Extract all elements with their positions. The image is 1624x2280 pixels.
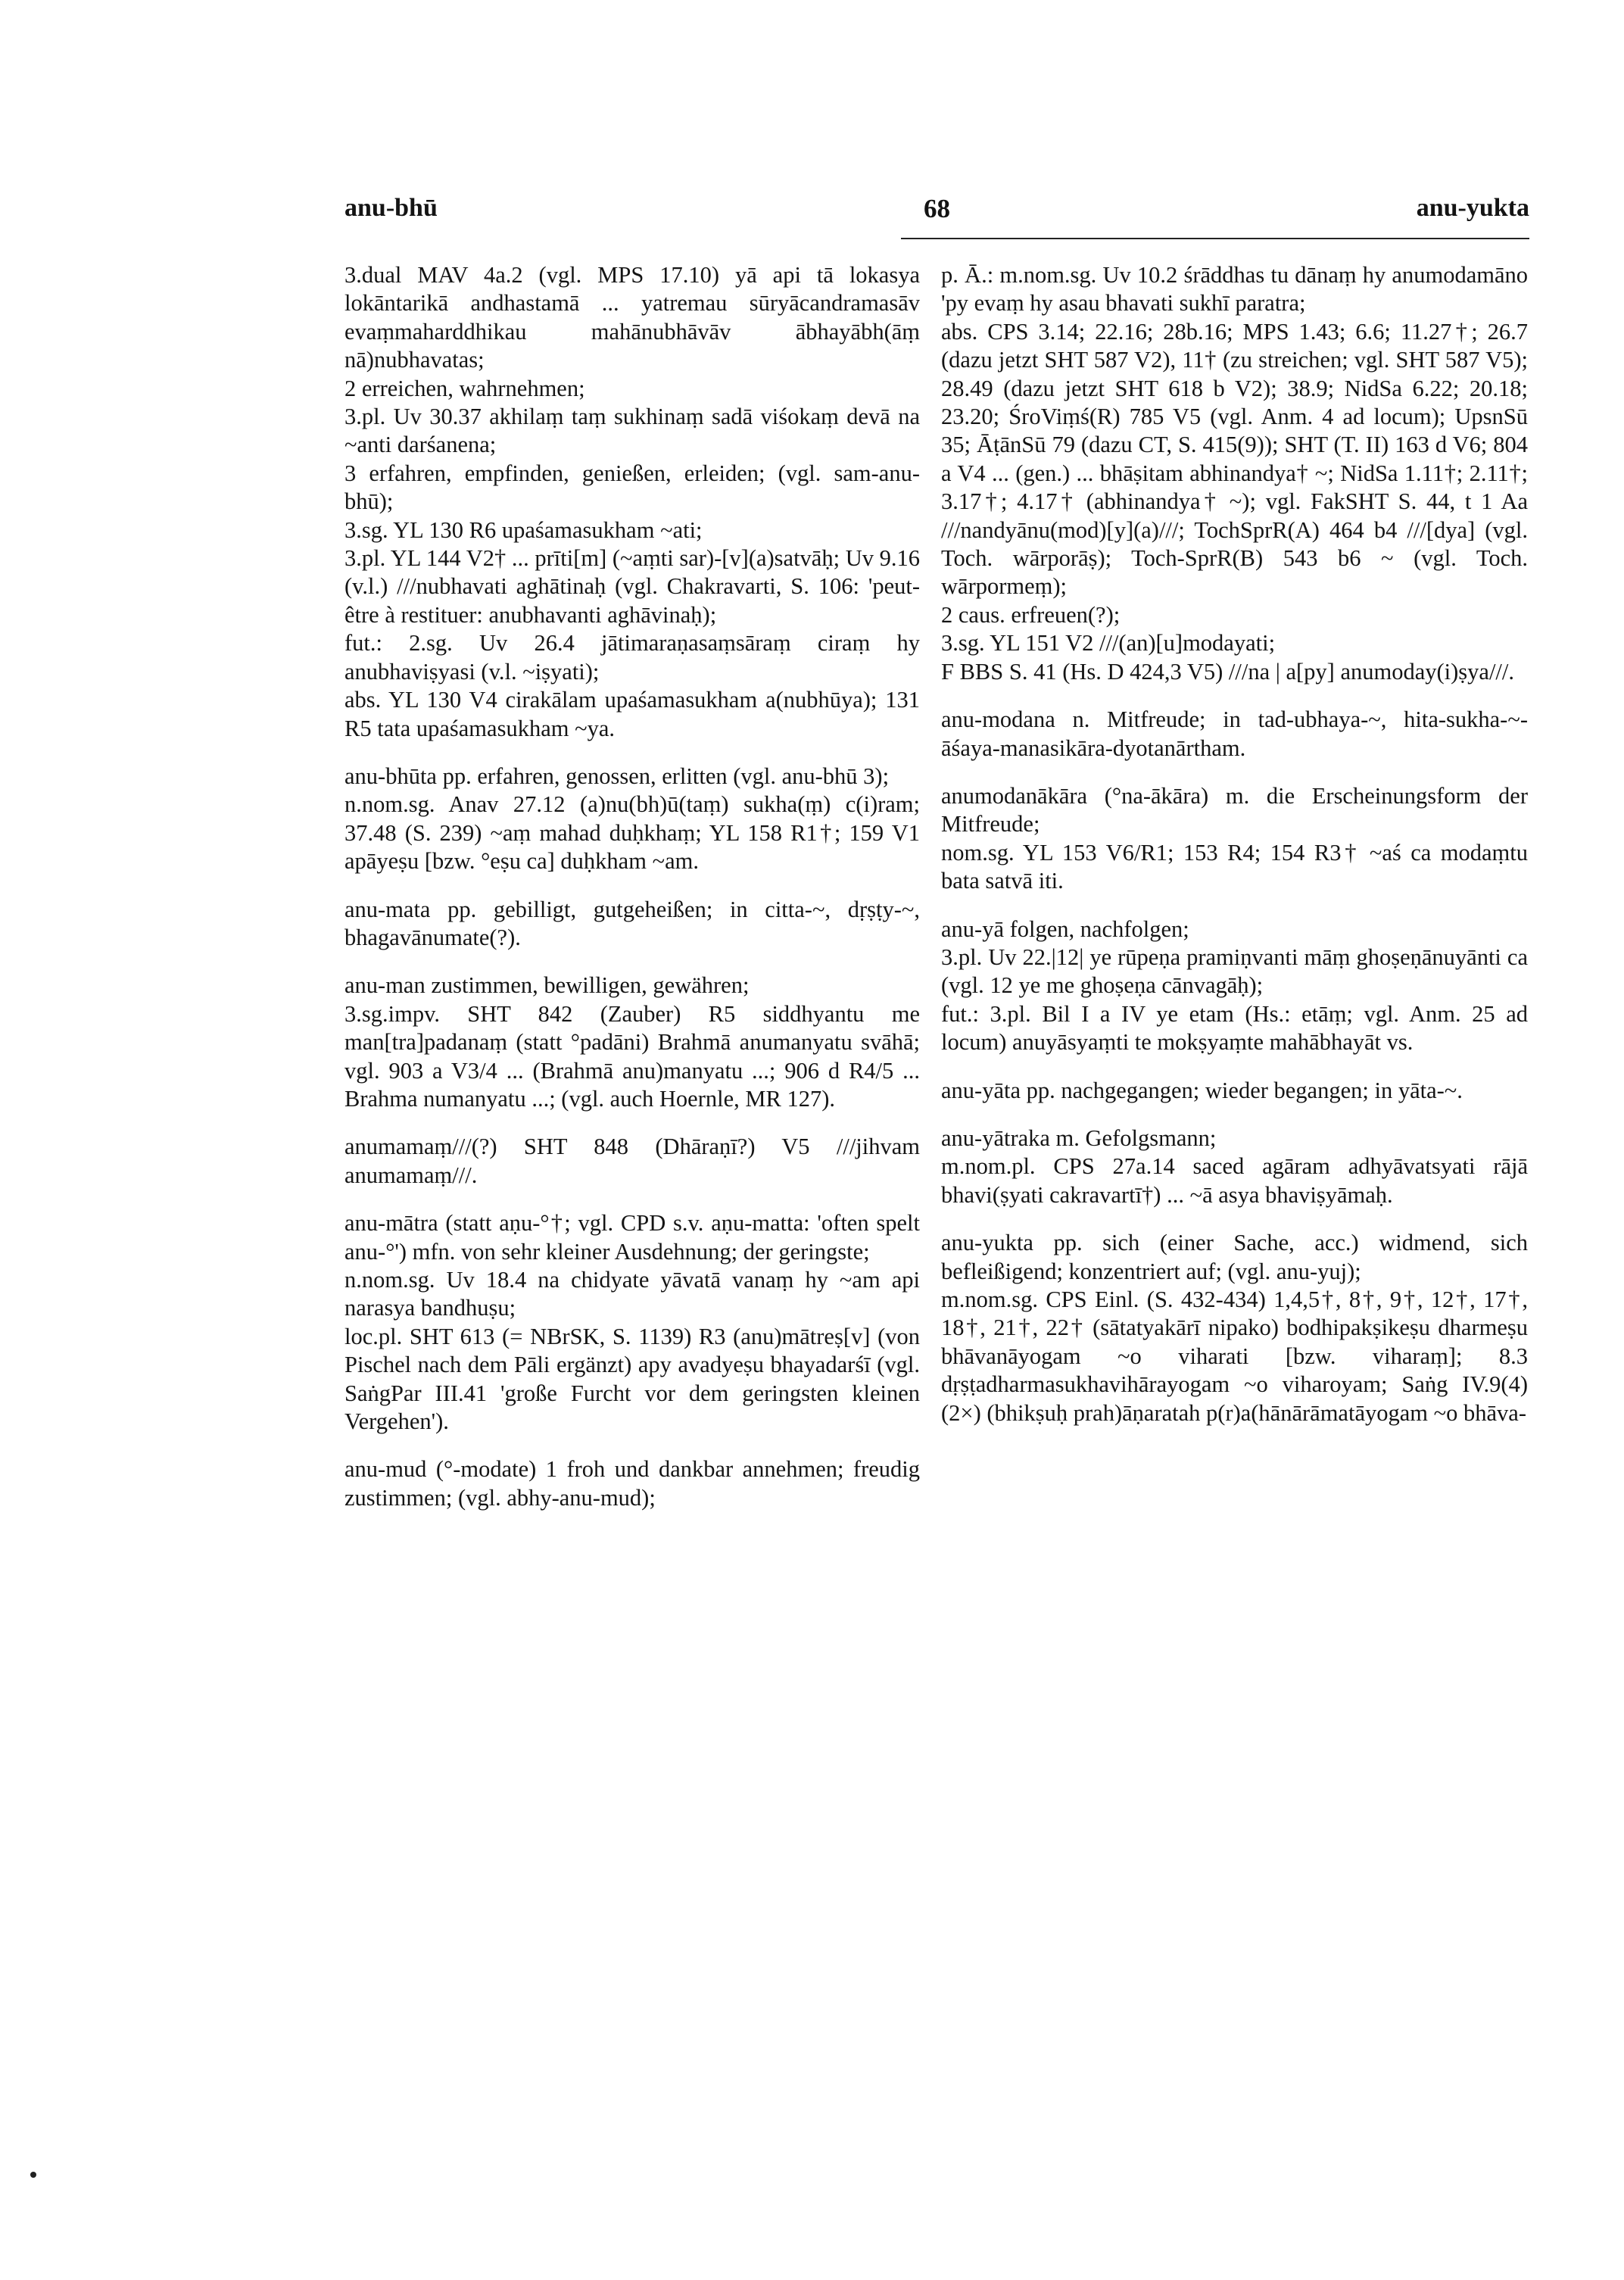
entry-headword: anu-mātra (statt aṇu-°†; vgl. CPD s.v. aṇu-matta: 'often spelt anu-°') mfn. von sehr kleiner Ausdehnung; der geringste;	[344, 1210, 920, 1265]
page-header	[344, 194, 1529, 239]
entry-paragraph: n.nom.sg. Uv 18.4 na chidyate yāvatā vanaṃ hy ~am api narasya bandhuṣu;	[344, 1267, 920, 1321]
margin-dot	[30, 2172, 36, 2178]
entry-paragraph: fut.: 3.pl. Bil I a IV ye etam (Hs.: etāṃ; vgl. Anm. 25 ad locum) anuyāsyaṃti te mokṣyaṃte mahābhayāt vs.	[941, 1000, 1528, 1056]
entry-headword: anu-man zustimmen, bewilligen, gewähren;	[344, 972, 750, 999]
left-column	[344, 261, 920, 1512]
entry-paragraph: m.nom.sg. CPS Einl. (S. 432-434) 1,4,5†, 8†, 9†, 12†, 17†, 18†, 21†, 22† (sātatyakārī nipako) bodhipakṣikeṣu dharmeṣu bhāvanāyogam ~o viharati [bzw. viharaṃ]; 8.3 dṛṣṭadharmasukhavihārayogam ~o viharoyam; Saṅg IV.9(4)(2×) (bhikṣuḥ prah)āṇaratah p(r)a(hānārāmatāyogam ~o bhāva-	[941, 1287, 1528, 1426]
entry-paragraph: loc.pl. SHT 613 (= NBrSK, S. 1139) R3 (anu)mātreṣ[v] (von Pischel nach dem Pāli ergänzt) apy avadyeṣu bhayadarśī (vgl. SaṅgPar III.41 'große Furcht vor dem geringsten kleinen Vergehen').	[344, 1323, 920, 1435]
entry-paragraph: 2 caus. erfreuen(?);	[941, 601, 1121, 628]
entry-paragraph: 3.sg. YL 151 V2 ///(an)[u]modayati;	[941, 630, 1276, 657]
entry-headword: anu-mata pp. gebilligt, gutgeheißen; in citta-~, dṛṣṭy-~, bhagavānumate(?).	[344, 896, 920, 950]
entry-paragraph: F BBS S. 41 (Hs. D 424,3 V5) ///na | a[py] anumoday(i)ṣya///.	[941, 658, 1514, 685]
entry-paragraph: nom.sg. YL 153 V6/R1; 153 R4; 154 R3† ~aś ca modaṃtu bata satvā iti.	[941, 839, 1528, 894]
entry-paragraph: m.nom.pl. CPS 27a.14 saced agāram adhyāvatsyati rājā bhavi(ṣyati cakravartī†) ... ~ā asya bhaviṣyāmaḥ.	[941, 1153, 1528, 1208]
entry-paragraph: fut.: 2.sg. Uv 26.4 jātimaraṇasaṃsāraṃ ciraṃ hy anubhaviṣyasi (v.l. ~iṣyati);	[344, 630, 920, 685]
page-number: 68	[924, 194, 950, 223]
entry-headword: anumodanākāra (°na-ākāra) m. die Erscheinungsform der Mitfreude;	[941, 782, 1528, 837]
entry-paragraph: 3.pl. Uv 22.|12| ye rūpeṇa pramiṇvanti māṃ ghoṣeṇānuyānti ca (vgl. 12 ye me ghoṣeṇa cānvagāḥ);	[941, 944, 1528, 999]
entry-paragraph: 3.pl. Uv 30.37 akhilaṃ taṃ sukhinaṃ sadā viśokaṃ devā na ~anti darśanena;	[344, 404, 920, 458]
entry-headword: anu-mud (°-modate) 1 froh und dankbar annehmen; freudig zustimmen; (vgl. abhy-anu-mud);	[344, 1456, 920, 1511]
entry-paragraph: 3.dual MAV 4a.2 (vgl. MPS 17.10) yā api tā lokasya lokāntarikā andhastamā ... yatremau sūryācandramasāv evaṃmaharddhikau mahānubhāvāv ābhayābh(āṃ nā)nubhavatas;	[344, 262, 920, 373]
entry-headword: anu-modana n. Mitfreude; in tad-ubhaya-~, hita-sukha-~-āśaya-manasikāra-dyotanārtham.	[941, 706, 1528, 761]
entry-paragraph: 3.sg. YL 130 R6 upaśamasukham ~ati;	[344, 516, 703, 543]
header-left-keyword: anu-bhū	[344, 194, 438, 222]
entry-headword: anu-bhūta pp. erfahren, genossen, erlitten (vgl. anu-bhū 3);	[344, 763, 890, 789]
entry-paragraph: 3.pl. YL 144 V2† ... prīti[m] (~aṃti sar)-[v](a)satvāḥ; Uv 9.16 (v.l.) ///nubhavati aghātinaḥ (vgl. Chakravarti, S. 106: 'peut-être à restituer: anubhavanti aghāvinaḥ);	[344, 545, 920, 628]
right-column	[941, 261, 1528, 1427]
entry-paragraph: 2 erreichen, wahrnehmen;	[344, 375, 585, 401]
entry-headword: anu-yāta pp. nachgegangen; wieder begangen; in yāta-~.	[941, 1077, 1463, 1103]
header-rule	[901, 238, 1529, 239]
entry-headword: anu-yā folgen, nachfolgen;	[941, 915, 1189, 942]
entry-headword: anu-yukta pp. sich (einer Sache, acc.) widmend, sich befleißigend; konzentriert auf; (vgl. anu-yuj);	[941, 1230, 1528, 1284]
header-right-keyword: anu-yukta	[1416, 194, 1529, 222]
entry-headword: anu-yātraka m. Gefolgsmann;	[941, 1124, 1217, 1151]
entry-paragraph: 3.sg.impv. SHT 842 (Zauber) R5 siddhyantu me man[tra]padanaṃ (statt °padāni) Brahmā anumanyatu svāhā; vgl. 903 a V3/4 ... (Brahmā anu)manyatu ...; 906 d R4/5 ... Brahma numanyatu ...; (vgl. auch Hoernle, MR 127).	[344, 1000, 920, 1112]
entry-headword: anumamaṃ///(?) SHT 848 (Dhāraṇī?) V5 ///jihvam anumamaṃ///.	[344, 1134, 920, 1188]
entry-paragraph: abs. YL 130 V4 cirakālam upaśamasukham a(nubhūya); 131 R5 tata upaśamasukham ~ya.	[344, 687, 920, 741]
entry-paragraph: abs. CPS 3.14; 22.16; 28b.16; MPS 1.43; 6.6; 11.27†; 26.7 (dazu jetzt SHT 587 V2), 11† (zu streichen; vgl. SHT 587 V5); 28.49 (dazu jetzt SHT 618 b V2); 38.9; NidSa 6.22; 20.18; 23.20; ŚroViṃś(R) 785 V5 (vgl. Anm. 4 ad locum); UpsnSū 35; ĀṭānSū 79 (dazu CT, S. 415(9)); SHT (T. II) 163 d V6; 804 a V4 ... (gen.) ... bhāṣitam abhinandya† ~; NidSa 1.11†; 2.11†; 3.17†; 4.17† (abhinandya† ~); vgl. FakSHT S. 44, t 1 Aa ///nandyānu(mod)[y](a)///; TochSprR(A) 464 b4 ///[dya] (vgl. Toch. wārporāṣ); Toch-SprR(B) 543 b6 ~ (vgl. Toch. wārpormeṃ);	[941, 318, 1528, 600]
entry-paragraph: 3 erfahren, empfinden, genießen, erleiden; (vgl. sam-anu-bhū);	[344, 460, 920, 515]
entry-paragraph: p. Ā.: m.nom.sg. Uv 10.2 śrāddhas tu dānaṃ hy anumodamāno 'py evaṃ hy asau bhavati sukhī paratra;	[941, 262, 1528, 317]
entry-paragraph: n.nom.sg. Anav 27.12 (a)nu(bh)ū(taṃ) sukha(ṃ) c(i)ram; 37.48 (S. 239) ~aṃ mahad duḥkhaṃ; YL 158 R1†; 159 V1 apāyeṣu [bzw. °eṣu ca] duḥkham ~am.	[344, 791, 920, 875]
